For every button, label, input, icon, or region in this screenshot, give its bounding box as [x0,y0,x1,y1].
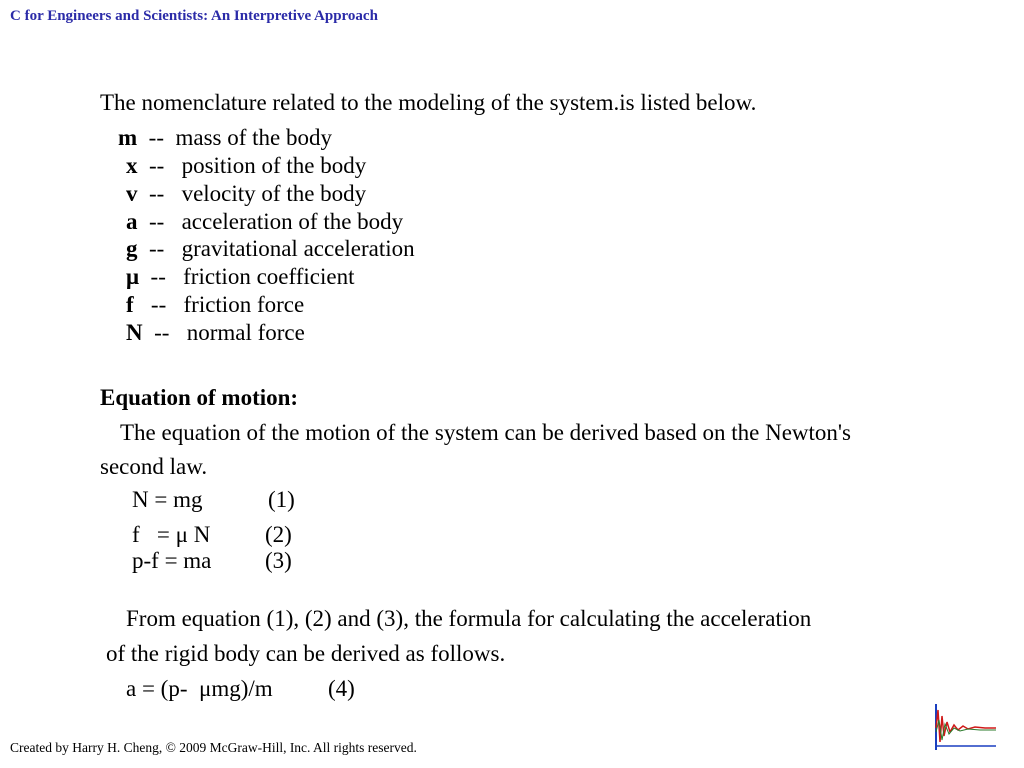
nomenclature-description: acceleration of the body [181,209,404,234]
nomenclature-separator: -- [149,209,165,234]
nomenclature-symbol: f [126,292,134,317]
equation-expression: a = (p- μmg)/m [126,676,273,701]
nomenclature-separator: -- [149,181,165,206]
nomenclature-description: gravitational acceleration [181,236,415,261]
nomenclature-separator: -- [149,236,165,261]
nomenclature-separator: -- [150,292,167,317]
nomenclature-description: normal force [186,320,305,345]
nomenclature-description: mass of the body [175,125,333,150]
footer-copyright: Created by Harry H. Cheng, © 2009 McGraw-Hill, Inc. All rights reserved. [10,740,417,755]
motion-description-line-2: second law. [100,454,208,479]
nomenclature-symbol: a [126,209,138,234]
nomenclature-description: velocity of the body [181,181,367,206]
equation-4 [126,676,273,702]
nomenclature-item [126,208,403,236]
equation-of-motion-heading: Equation of motion: [100,385,299,410]
nomenclature-symbol: x [126,153,138,178]
nomenclature-symbol: g [126,236,138,261]
motion-description-line-1: The equation of the motion of the system can be derived based on the Newton's [120,420,852,445]
nomenclature-symbol: v [126,181,138,206]
equation-expression: N = mg [132,487,203,512]
nomenclature-item [126,180,366,208]
equation-1 [132,487,202,513]
equation-label-1: (1) [268,487,295,512]
equation-expression: p-f = ma [132,548,212,573]
damped-oscillation-logo-icon [930,702,998,752]
page-header-title: C for Engineers and Scientists: An Interpretive Approach [10,8,378,24]
nomenclature-item [126,319,305,347]
nomenclature-separator: -- [154,320,170,345]
nomenclature-item [118,124,332,152]
nomenclature-item [126,235,415,263]
equation-label-2: (2) [265,522,292,547]
nomenclature-symbol: μ [126,264,140,289]
nomenclature-separator: -- [150,264,166,289]
intro-text: The nomenclature related to the modeling of the system.is listed below. [100,90,757,115]
derivation-line-1: From equation (1), (2) and (3), the formula for calculating the acceleration [126,606,812,631]
nomenclature-separator: -- [149,153,165,178]
nomenclature-description: friction coefficient [183,264,355,289]
nomenclature-item [126,152,366,180]
derivation-line-2: of the rigid body can be derived as follows. [106,641,506,666]
nomenclature-description: friction force [183,292,305,317]
nomenclature-separator: -- [148,125,164,150]
equation-expression: f = μ N [132,522,211,547]
equation-3 [132,548,211,574]
nomenclature-symbol: m [118,125,138,150]
equation-label-4: (4) [328,676,355,701]
equation-label-3: (3) [265,548,292,573]
equation-2 [132,522,210,548]
nomenclature-description: position of the body [181,153,367,178]
nomenclature-item [126,291,304,319]
nomenclature-symbol: N [126,320,143,345]
nomenclature-item [126,263,354,291]
